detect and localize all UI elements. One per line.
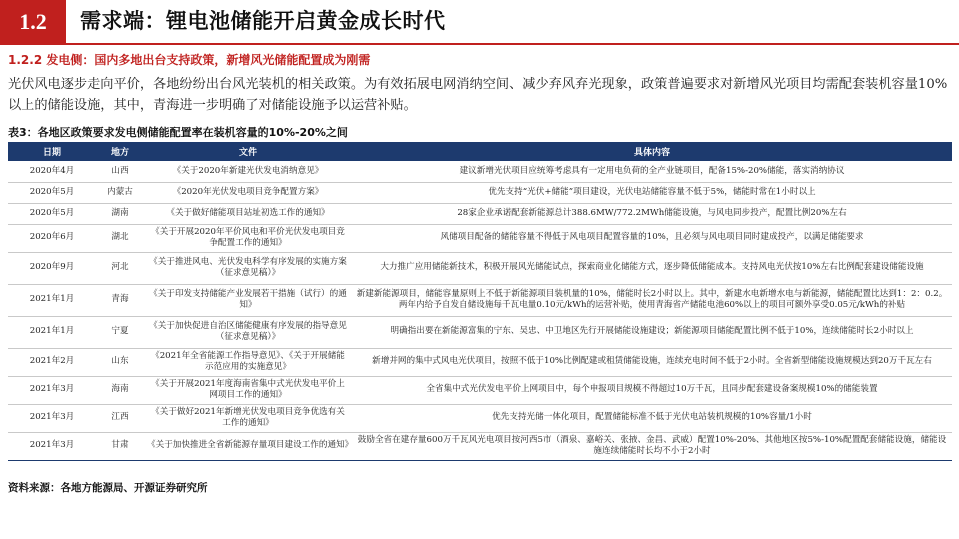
table-row — [8, 348, 952, 376]
section-number: 1.2 — [0, 0, 66, 44]
cell-date: 2020年5月 — [8, 203, 96, 224]
cell-place: 山西 — [96, 161, 144, 182]
column-header-content: 具体内容 — [352, 142, 952, 161]
cell-date: 2020年5月 — [8, 182, 96, 203]
cell-date: 2021年3月 — [8, 404, 96, 432]
policy-table — [8, 142, 952, 461]
cell-place: 湖北 — [96, 224, 144, 252]
cell-file: 《关于开展2021年度海南省集中式光伏发电平价上网项目工作的通知》 — [144, 376, 352, 404]
cell-date: 2021年3月 — [8, 432, 96, 460]
cell-content: 全省集中式光伏发电平价上网项目中，每个申报项目规模不得超过10万千瓦，且同步配套建设备案规模10%的储能装置 — [352, 376, 952, 404]
cell-date: 2021年2月 — [8, 348, 96, 376]
table-row — [8, 252, 952, 284]
cell-date: 2021年1月 — [8, 284, 96, 316]
table-row — [8, 376, 952, 404]
cell-place: 河北 — [96, 252, 144, 284]
cell-content: 优先支持“光伏+储能”项目建设，光伏电站储能容量不低于5%，储能时常在1小时以上 — [352, 182, 952, 203]
cell-content: 风储项目配备的储能容量不得低于风电项目配置容量的10%，且必须与风电项目同时建成投产，以满足储能要求 — [352, 224, 952, 252]
cell-content: 新建新能源项目，储能容量原则上不低于新能源项目装机量的10%，储能时长2小时以上。其中，新建水电新增水电与新能源，储能配置比达到1：2：0.2。两年内给予自发自储设施每千瓦电量0.10元/kWh的运营补贴，使用青海省产储能电池60%以上的项目可额外享受0.05元/kWh的补贴 — [352, 284, 952, 316]
cell-place: 海南 — [96, 376, 144, 404]
slide-header — [0, 0, 959, 44]
table-row — [8, 316, 952, 348]
table-row — [8, 284, 952, 316]
table-row — [8, 404, 952, 432]
column-header-file: 文件 — [144, 142, 352, 161]
cell-file: 《关于做好储能项目站址初选工作的通知》 — [144, 203, 352, 224]
body-paragraph: 光伏风电逐步走向平价，各地纷纷出台风光装机的相关政策。为有效拓展电网消纳空间、减少弃风弃光现象，政策普遍要求对新增风光项目均需配套装机容量10%以上的储能设施，其中，青海进一步明确了对储能设施予以运营补贴。 — [8, 77, 948, 113]
cell-content: 28家企业承诺配套新能源总计388.6MW/772.2MWh储能设施，与风电同步投产，配置比例20%左右 — [352, 203, 952, 224]
table-row — [8, 203, 952, 224]
cell-date: 2020年9月 — [8, 252, 96, 284]
source-note: 资料来源：各地方能源局、开源证券研究所 — [8, 482, 208, 494]
cell-content: 建议新增光伏项目应统筹考虑具有一定用电负荷的全产业链项目，配备15%-20%储能，落实消纳协议 — [352, 161, 952, 182]
cell-date: 2021年1月 — [8, 316, 96, 348]
table-title: 表3：各地区政策要求发电侧储能配置率在装机容量的10%-20%之间 — [8, 126, 348, 139]
cell-place: 青海 — [96, 284, 144, 316]
table-row — [8, 432, 952, 460]
cell-place: 山东 — [96, 348, 144, 376]
cell-place: 甘肃 — [96, 432, 144, 460]
column-header-place: 地方 — [96, 142, 144, 161]
cell-file: 《关于加快推进全省新能源存量项目建设工作的通知》 — [144, 432, 352, 460]
cell-file: 《关于印发支持储能产业发展若干措施（试行）的通知》 — [144, 284, 352, 316]
cell-date: 2020年6月 — [8, 224, 96, 252]
cell-place: 江西 — [96, 404, 144, 432]
cell-file: 《2020年光伏发电项目竞争配置方案》 — [144, 182, 352, 203]
cell-content: 优先支持光储一体化项目，配置储能标准不低于光伏电站装机规模的10%容量/1小时 — [352, 404, 952, 432]
table-row — [8, 182, 952, 203]
table-row — [8, 224, 952, 252]
cell-file: 《关于加快促进自治区储能健康有序发展的指导意见（征求意见稿）》 — [144, 316, 352, 348]
cell-file: 《2021年全省能源工作指导意见》、《关于开展储能示范应用的实施意见》 — [144, 348, 352, 376]
cell-date: 2021年3月 — [8, 376, 96, 404]
cell-place: 内蒙古 — [96, 182, 144, 203]
cell-content: 明确指出要在新能源富集的宁东、吴忠、中卫地区先行开展储能设施建设；新能源项目储能配置比例不低于10%，连续储能时长2小时以上 — [352, 316, 952, 348]
subsection-title: 1.2.2 发电侧：国内多地出台支持政策，新增风光储能配置成为刚需 — [8, 53, 371, 67]
cell-file: 《关于做好2021年新增光伏发电项目竞争优选有关工作的通知》 — [144, 404, 352, 432]
cell-content: 大力推广应用储能新技术，积极开展风光储能试点，探索商业化储能方式，逐步降低储能成本。支持风电光伏按10%左右比例配套建设储能设施 — [352, 252, 952, 284]
cell-file: 《关于推进风电、光伏发电科学有序发展的实施方案（征求意见稿）》 — [144, 252, 352, 284]
cell-date: 2020年4月 — [8, 161, 96, 182]
header-divider — [0, 43, 959, 45]
table-header-row — [8, 142, 952, 161]
cell-content: 鼓励全省在建存量600万千瓦风光电项目按河西5市（酒泉、嘉峪关、张掖、金昌、武威）配置10%-20%、其他地区按5%-10%配置配套储能设施，储能设施连续储能时长均不小于2小时 — [352, 432, 952, 460]
column-header-date: 日期 — [8, 142, 96, 161]
cell-place: 宁夏 — [96, 316, 144, 348]
cell-content: 新增并网的集中式风电光伏项目，按照不低于10%比例配建或租赁储能设施，连续充电时间不低于2小时。全省新型储能设施规模达到20万千瓦左右 — [352, 348, 952, 376]
table-row — [8, 161, 952, 182]
cell-file: 《关于2020年新建光伏发电消纳意见》 — [144, 161, 352, 182]
cell-place: 湖南 — [96, 203, 144, 224]
cell-file: 《关于开展2020年平价风电和平价光伏发电项目竞争配置工作的通知》 — [144, 224, 352, 252]
section-title: 需求端：锂电池储能开启黄金成长时代 — [80, 9, 446, 33]
